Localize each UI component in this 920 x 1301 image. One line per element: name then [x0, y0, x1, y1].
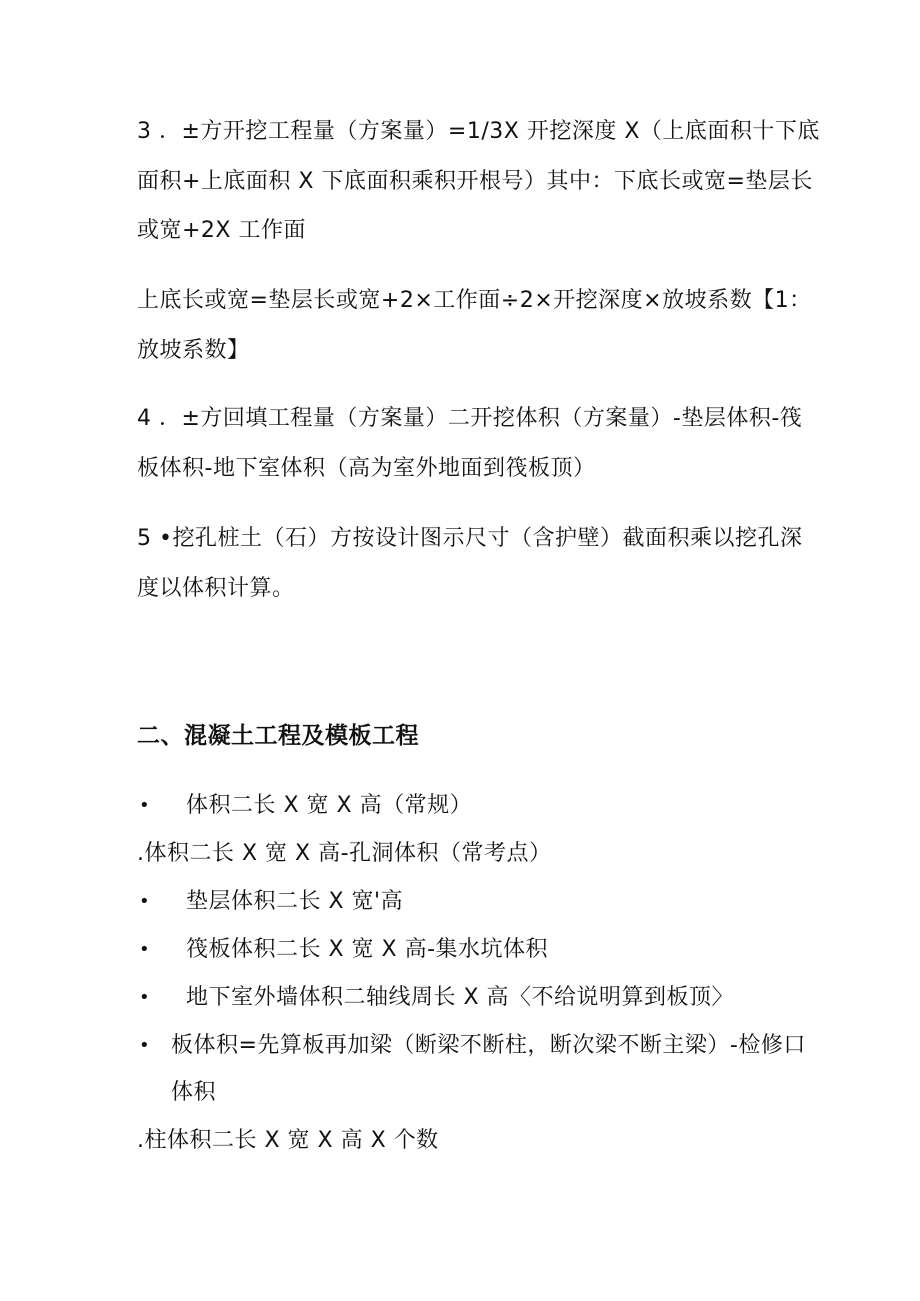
item-3-line-3: 或宽+2X 工作面: [137, 218, 306, 243]
upper-base-line-2: 放坡系数】: [137, 338, 250, 363]
bullet-mark: •: [139, 795, 150, 816]
bullet-mark: •: [139, 987, 150, 1008]
list-item-raft: 筏板体积二长 X 宽 X 高-集水坑体积: [186, 937, 549, 962]
list-item-basement-wall: 地下室外墙体积二轴线周长 X 高〈不给说明算到板顶〉: [186, 985, 735, 1010]
item-5-line-1: 5 •挖孔桩土（石）方按设计图示尺寸（含护壁）截面积乘以挖孔深: [137, 526, 803, 551]
list-item-slab-line-2: 体积: [171, 1080, 217, 1105]
item-4-line-2: 板体积-地下室体积（高为室外地面到筏板顶）: [137, 456, 596, 481]
item-3-line-2: 面积+上底面积 X 下底面积乘积开根号）其中：下底长或宽=垫层长: [137, 169, 813, 194]
list-item-column: .柱体积二长 X 宽 X 高 X 个数: [137, 1128, 439, 1153]
item-4-line-1: 4 ．±方回填工程量（方案量）二开挖体积（方案量）-垫层体积-筏: [137, 406, 803, 431]
list-item-cushion: 垫层体积二长 X 宽'高: [186, 889, 404, 914]
list-item-volume-holes: .体积二长 X 宽 X 高-孔洞体积（常考点）: [137, 841, 552, 866]
list-item-slab-line-1: 板体积=先算板再加梁（断梁不断柱，断次梁不断主梁）-检修口: [171, 1033, 806, 1058]
section-2-heading: 二、混凝土工程及模板工程: [137, 723, 419, 749]
bullet-mark: •: [139, 1035, 150, 1056]
bullet-mark: •: [139, 939, 150, 960]
upper-base-line-1: 上底长或宽=垫层长或宽+2×工作面÷2×开挖深度×放坡系数【1：: [137, 288, 812, 313]
item-5-line-2: 度以体积计算。: [137, 576, 295, 601]
list-item-volume: 体积二长 X 宽 X 高（常规）: [186, 793, 473, 818]
bullet-mark: •: [139, 891, 150, 912]
item-3-line-1: 3 ．±方开挖工程量（方案量）=1/3X 开挖深度 X（上底面积十下底: [137, 119, 820, 144]
